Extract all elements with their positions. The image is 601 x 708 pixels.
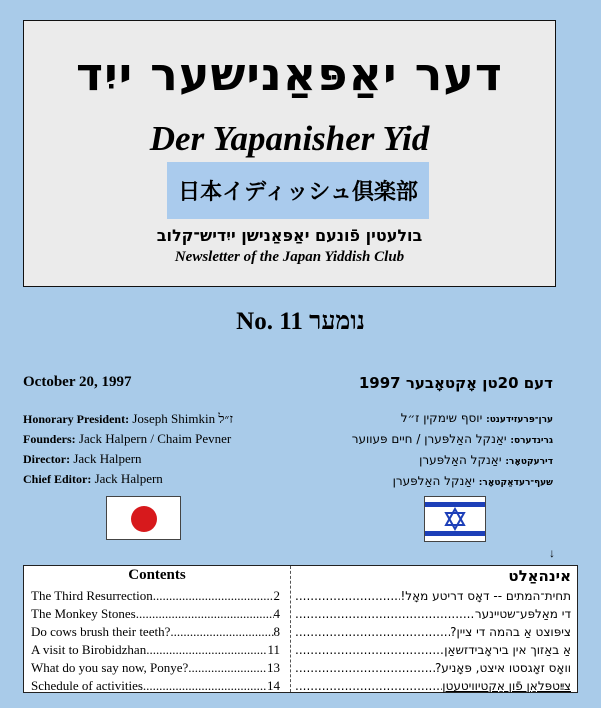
japan-flag bbox=[106, 496, 181, 540]
toc-title[interactable]: אַ באַזוך אין ביראָבידזשאַן bbox=[444, 643, 571, 657]
toc-leader bbox=[146, 641, 267, 659]
staff-name: Jack Halpern bbox=[73, 451, 142, 466]
staff-name: יאַנקל האַלפּערן bbox=[392, 474, 475, 488]
staff-list-yiddish bbox=[352, 409, 553, 493]
toc-item[interactable] bbox=[24, 605, 290, 623]
staff-row bbox=[352, 430, 553, 451]
toc-title[interactable]: ציפּוצט אַ בהמה די ציין? bbox=[450, 625, 571, 639]
toc-leader bbox=[295, 677, 442, 695]
toc-page: 13 bbox=[267, 660, 280, 675]
toc-leader bbox=[295, 605, 475, 623]
staff-name: Joseph Shimkin ז״ל bbox=[132, 411, 233, 426]
yiddish-title: דער יאַפּאַנישער ייִד bbox=[76, 47, 503, 101]
toc-item[interactable] bbox=[291, 641, 577, 659]
toc-leader bbox=[153, 587, 274, 605]
toc-item[interactable] bbox=[24, 659, 290, 677]
toc-leader bbox=[143, 677, 267, 695]
toc-title[interactable]: תחית־המתים -- דאָס דריטע מאָל! bbox=[400, 589, 571, 603]
staff-row bbox=[352, 472, 553, 493]
japanese-title-box bbox=[167, 162, 429, 219]
contents-english bbox=[24, 566, 290, 695]
toc-title[interactable]: Schedule of activities bbox=[31, 678, 143, 693]
toc-leader bbox=[295, 641, 444, 659]
staff-role: Honorary President: bbox=[23, 412, 130, 426]
contents-yiddish bbox=[291, 566, 577, 695]
bulletin-yiddish: בולעטין פֿונעם יאַפּאַנישן ייִדיש־קלוב bbox=[156, 226, 423, 245]
date-yiddish: דעם 20טן אָקטאָבער 1997 bbox=[358, 374, 553, 392]
date-english: October 20, 1997 bbox=[23, 374, 132, 390]
staff-role: Founders: bbox=[23, 432, 76, 446]
toc-page: 4 bbox=[273, 606, 280, 621]
staff-row bbox=[23, 449, 233, 469]
toc-leader bbox=[136, 605, 274, 623]
contents-heading-yiddish: אינהאַלט bbox=[508, 567, 571, 585]
toc-leader bbox=[170, 623, 273, 641]
toc-item[interactable] bbox=[24, 623, 290, 641]
staff-role: דירעקטאָר: bbox=[505, 457, 553, 467]
toc-item[interactable] bbox=[291, 659, 577, 677]
toc-title[interactable]: די מאַלפּע־שטיינער bbox=[474, 607, 571, 621]
toc-item[interactable] bbox=[24, 641, 290, 659]
masthead bbox=[23, 20, 556, 287]
toc-item[interactable] bbox=[24, 587, 290, 605]
staff-row bbox=[352, 409, 553, 430]
rising-sun-icon bbox=[131, 506, 157, 532]
staff-role: Director: bbox=[23, 452, 71, 466]
toc-page: 2 bbox=[273, 588, 280, 603]
israel-flag bbox=[424, 496, 486, 542]
toc-title[interactable]: וואָס זאָגסטו איצט, פּאָניע? bbox=[434, 661, 571, 675]
toc-title[interactable]: The Monkey Stones bbox=[31, 606, 136, 621]
toc-page: 8 bbox=[273, 624, 280, 639]
staff-name: יוסף שימקין ז״ל bbox=[400, 411, 483, 425]
staff-role: ערן־פּרעזידענט: bbox=[486, 415, 553, 425]
toc-item[interactable] bbox=[291, 587, 577, 605]
arrow-down-icon: ↓ bbox=[549, 546, 555, 560]
toc-leader bbox=[295, 659, 435, 677]
toc-title[interactable]: What do you say now, Ponye? bbox=[31, 660, 189, 675]
toc-page: 11 bbox=[267, 642, 280, 657]
staff-role: גרינדערס: bbox=[510, 436, 553, 446]
contents-heading-english: Contents bbox=[128, 567, 186, 583]
toc-title[interactable]: A visit to Birobidzhan bbox=[31, 642, 147, 657]
staff-role: שעף־רעדאַקטאָר: bbox=[478, 478, 553, 488]
latin-title: Der Yapanisher Yid bbox=[149, 119, 430, 158]
toc-title[interactable]: The Third Resurrection bbox=[31, 588, 153, 603]
toc-title[interactable]: Do cows brush their teeth? bbox=[31, 624, 171, 639]
toc-leader bbox=[295, 623, 450, 641]
flag-stripe-bottom bbox=[425, 531, 485, 536]
toc-title[interactable]: צײַטפּלאַן פֿון אַקטיוויטעטן bbox=[442, 679, 571, 693]
toc-item[interactable] bbox=[291, 623, 577, 641]
staff-row bbox=[23, 409, 233, 429]
staff-name: יאַנקל האַלפּערן / חיים פּעווער bbox=[351, 432, 507, 446]
staff-row bbox=[23, 429, 233, 449]
staff-row bbox=[352, 451, 553, 472]
toc-item[interactable] bbox=[291, 677, 577, 695]
staff-list-english bbox=[23, 409, 233, 489]
toc-item[interactable] bbox=[291, 605, 577, 623]
bulletin-english: Newsletter of the Japan Yiddish Club bbox=[174, 249, 405, 265]
toc-leader bbox=[188, 659, 267, 677]
staff-role: Chief Editor: bbox=[23, 472, 92, 486]
staff-name: Jack Halpern / Chaim Pevner bbox=[78, 431, 232, 446]
contents-box bbox=[23, 565, 578, 693]
staff-name: יאַנקל האַלפּערן bbox=[419, 453, 502, 467]
staff-name: Jack Halpern bbox=[94, 471, 163, 486]
star-of-david-icon bbox=[443, 507, 467, 531]
issue-number: No. 11 נומער bbox=[236, 308, 365, 335]
toc-page: 14 bbox=[267, 678, 280, 693]
toc-leader bbox=[295, 587, 400, 605]
toc-item[interactable] bbox=[24, 677, 290, 695]
staff-row bbox=[23, 469, 233, 489]
japanese-title: 日本イディッシュ倶楽部 bbox=[178, 180, 418, 205]
